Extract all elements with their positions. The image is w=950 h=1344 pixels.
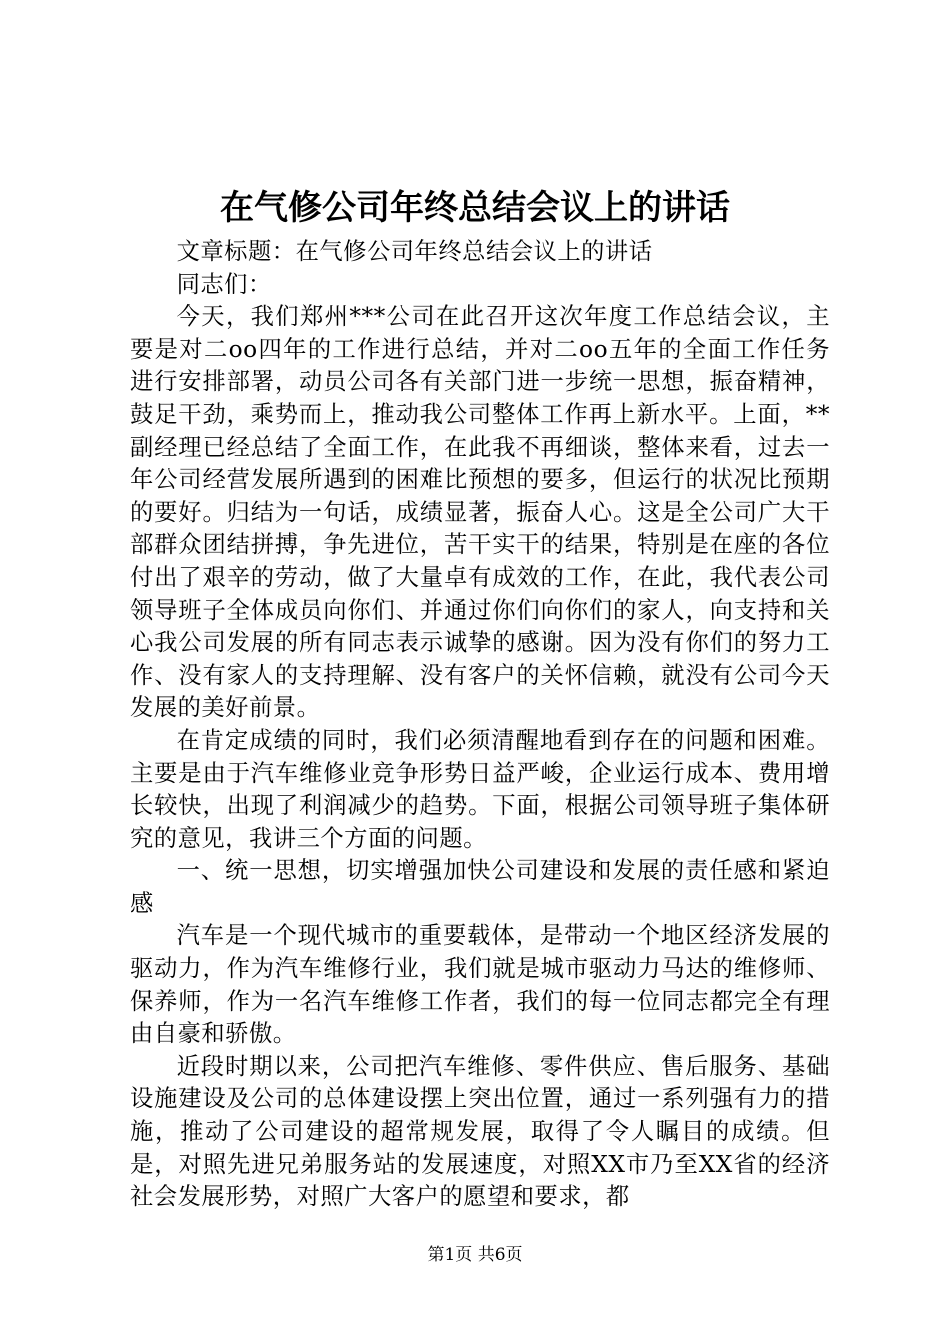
- paragraph-recent-period: 近段时期以来，公司把汽车维修、零件供应、售后服务、基础设施建设及公司的总体建设摆上突出位置，通过一系列强有力的措施，推动了公司建设的超常规发展，取得了令人瞩目的成绩。但是，对照先进兄弟服务站的发展速度，对照XX市乃至XX省的经济社会发展形势，对照广大客户的愿望和要求，都: [130, 1052, 830, 1211]
- paragraph-article-title: 文章标题：在气修公司年终总结会议上的讲话: [176, 238, 653, 265]
- section-heading-one: 一、统一思想，切实增强加快公司建设和发展的责任感和紧迫感: [130, 857, 830, 917]
- document-title: 在气修公司年终总结会议上的讲话: [220, 188, 730, 228]
- paragraph-opening: 今天，我们郑州***公司在此召开这次年度工作总结会议，主要是对二oo四年的工作进行总结，并对二oo五年的全面工作任务进行安排部署，动员公司各有关部门进一步统一思想，振奋精神，鼓足干劲，乘势而上，推动我公司整体工作再上新水平。上面，**副经理已经总结了全面工作，在此我不再细谈，整体来看，过去一年公司经营发展所遇到的困难比预想的要多，但运行的状况比预期的要好。归结为一句话，成绩显著，振奋人心。这是全公司广大干部群众团结拼搏，争先进位，苦干实干的结果，特别是在座的各位付出了艰辛的劳动，做了大量卓有成效的工作，在此，我代表公司领导班子全体成员向你们、并通过你们向你们的家人，向支持和关心我公司发展的所有同志表示诚挚的感谢。因为没有你们的努力工作、没有家人的支持理解、没有客户的关怀信赖，就没有公司今天发展的美好前景。: [130, 303, 830, 722]
- page-footer: 第1页 共6页: [427, 1245, 523, 1265]
- paragraph-problems: 在肯定成绩的同时，我们必须清醒地看到存在的问题和困难。主要是由于汽车维修业竞争形势日益严峻，企业运行成本、费用增长较快，出现了利润减少的趋势。下面，根据公司领导班子集体研究的意见，我讲三个方面的问题。: [130, 726, 830, 852]
- document-body: [130, 236, 830, 1214]
- paragraph-automobile: 汽车是一个现代城市的重要载体，是带动一个地区经济发展的驱动力，作为汽车维修行业，我们就是城市驱动力马达的维修师、保养师，作为一名汽车维修工作者，我们的每一位同志都完全有理由自豪和骄傲。: [130, 922, 830, 1048]
- paragraph-salutation: 同志们：: [176, 270, 272, 298]
